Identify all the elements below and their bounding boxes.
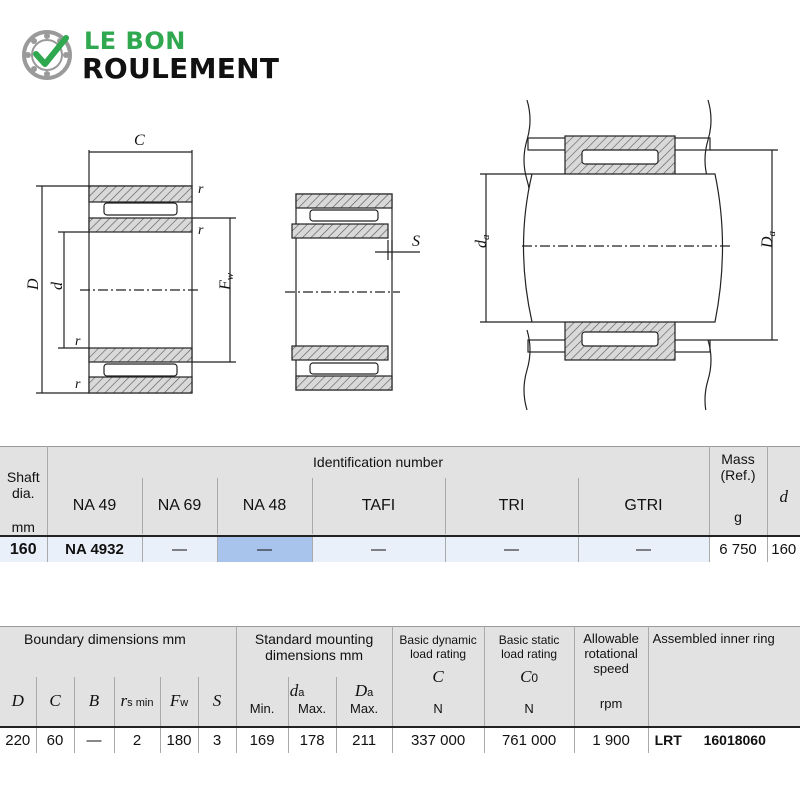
col-da-sub: a — [298, 686, 305, 699]
bearing-mounted-view — [480, 100, 778, 410]
col-Fw-sub: w — [180, 697, 189, 709]
logo-line2: ROULEMENT — [82, 52, 280, 85]
logo-line1: LE BON — [84, 27, 186, 55]
table-row[interactable] — [0, 536, 800, 562]
gtri-value: — — [578, 536, 709, 562]
stat-value: 761 000 — [484, 727, 574, 753]
shaft-header-line2: dia. — [11, 485, 35, 501]
label-r: r — [75, 334, 81, 349]
label-Fw: Fw — [217, 272, 236, 290]
shaft-header-unit: mm — [11, 519, 35, 535]
stat-header-sub: 0 — [531, 671, 539, 685]
na49-value[interactable]: NA 4932 — [47, 536, 142, 562]
col-Fw: F — [169, 691, 181, 710]
identification-header: Identification number — [47, 447, 709, 478]
series-gtri: GTRI — [578, 478, 709, 534]
stat-header-line2: load rating — [501, 647, 558, 661]
D-value: 220 — [0, 727, 36, 753]
S-value: 3 — [198, 727, 236, 753]
stat-header-symbol: C — [520, 667, 532, 686]
label-C: C — [134, 132, 145, 149]
speed-header-line2: rotational — [584, 646, 638, 661]
da-max-value: 178 — [288, 727, 336, 753]
label-d: d — [49, 282, 66, 290]
col-da: d — [289, 680, 299, 700]
dyn-value: 337 000 — [392, 727, 484, 753]
C-value: 60 — [36, 727, 74, 753]
label-r: r — [75, 377, 81, 392]
series-na69: NA 69 — [142, 478, 217, 534]
col-da-max: Max. — [297, 700, 327, 716]
Da-max-value: 211 — [336, 727, 392, 753]
mounting-header-line2: dimensions mm — [265, 647, 364, 663]
bearing-drawing — [0, 90, 800, 410]
inner-ring-header: Assembled inner ring — [652, 631, 775, 646]
tafi-value: — — [312, 536, 445, 562]
label-r: r — [198, 223, 204, 238]
bearing-section-view-2 — [285, 194, 420, 390]
ring-prefix: LRT — [654, 732, 682, 748]
dyn-header-line1: Basic dynamic — [399, 633, 477, 647]
shaft-value: 160 — [0, 536, 47, 562]
bearing-section-view-1 — [36, 150, 236, 393]
mounting-header-line1: Standard mounting — [254, 631, 374, 647]
col-Da-max: Max. — [350, 700, 379, 716]
col-Da-sub: a — [367, 686, 374, 699]
d-header: d — [779, 487, 788, 506]
Fw-value: 180 — [160, 727, 198, 753]
bearing-check-icon — [22, 28, 76, 82]
mass-header-line1: Mass — [721, 451, 755, 467]
ring-value[interactable]: 16018060 — [703, 732, 766, 748]
na69-value: — — [142, 536, 217, 562]
stat-header-line1: Basic static — [498, 633, 560, 647]
label-Da: Da — [759, 230, 778, 248]
col-da-min: Min. — [236, 677, 288, 727]
col-B: B — [74, 677, 114, 727]
da-min-value: 169 — [236, 727, 288, 753]
series-na49: NA 49 — [47, 478, 142, 534]
label-S: S — [412, 233, 420, 250]
identification-table — [0, 446, 800, 562]
table-row[interactable] — [0, 727, 800, 753]
col-r: r — [120, 691, 128, 710]
series-tri: TRI — [445, 478, 578, 534]
col-r-sub: s min — [127, 697, 154, 709]
mass-header-unit: g — [734, 509, 742, 525]
col-D: D — [0, 677, 36, 727]
speed-header-line1: Allowable — [583, 631, 639, 646]
mass-header-line2: (Ref.) — [720, 467, 756, 483]
na48-value: — — [217, 536, 312, 562]
shaft-header-line1: Shaft — [6, 469, 40, 485]
col-C: C — [36, 677, 74, 727]
speed-header-line3: speed — [593, 661, 629, 676]
r-value: 2 — [114, 727, 160, 753]
col-S: S — [198, 677, 236, 727]
speed-value: 1 900 — [574, 727, 648, 753]
speed-header-unit: rpm — [599, 696, 623, 711]
dyn-header-unit: N — [433, 701, 443, 716]
col-Da: D — [354, 680, 368, 700]
boundary-header: Boundary dimensions mm — [0, 627, 236, 677]
series-na48: NA 48 — [217, 478, 312, 534]
dyn-header-symbol: C — [432, 667, 444, 686]
series-tafi: TAFI — [312, 478, 445, 534]
mass-value: 6 750 — [709, 536, 767, 562]
dyn-header-line2: load rating — [410, 647, 467, 661]
B-value: — — [74, 727, 114, 753]
label-r: r — [198, 182, 204, 197]
label-da: da — [473, 234, 492, 248]
brand-logo — [22, 26, 302, 88]
label-D: D — [25, 278, 42, 290]
tri-value: — — [445, 536, 578, 562]
d-value: 160 — [767, 536, 800, 562]
dimensions-table — [0, 626, 800, 753]
stat-header-unit: N — [524, 701, 534, 716]
